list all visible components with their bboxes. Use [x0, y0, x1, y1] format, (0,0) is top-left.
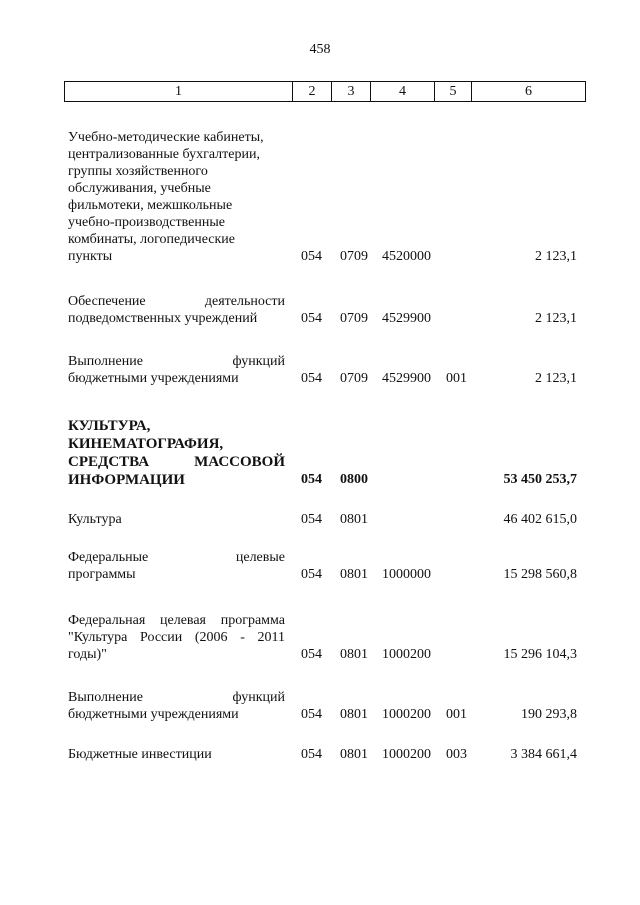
amount: 3 384 661,4 [510, 747, 577, 762]
section-code: 0801 [340, 512, 368, 527]
column-header-5: 5 [435, 82, 472, 102]
row-name-line: бюджетными учреждениями [68, 707, 239, 722]
section-code: 0800 [340, 472, 368, 487]
expense-type-code: 003 [446, 747, 467, 762]
target-article-code: 4529900 [382, 311, 431, 326]
row-name-line: СРЕДСТВА МАССОВОЙ [68, 454, 285, 470]
ministry-code: 054 [301, 747, 322, 762]
row-name-line: Выполнение функций [68, 690, 285, 705]
row-name [68, 511, 285, 528]
column-header-4: 4 [371, 82, 435, 102]
amount: 15 296 104,3 [503, 647, 577, 662]
amount: 2 123,1 [535, 371, 577, 386]
column-header-2: 2 [293, 82, 332, 102]
column-header-3: 3 [332, 82, 371, 102]
row-name-line: Учебно-методические кабинеты, [68, 130, 264, 145]
row-name-line: подведомственных учреждений [68, 311, 258, 326]
section-code: 0709 [340, 371, 368, 386]
amount: 190 293,8 [521, 707, 577, 722]
ministry-code: 054 [301, 472, 322, 487]
row-name-line: обслуживания, учебные [68, 181, 211, 196]
ministry-code: 054 [301, 371, 322, 386]
row-name-line: Культура [68, 512, 122, 527]
row-name-line: Федеральные целевые [68, 550, 285, 565]
ministry-code: 054 [301, 707, 322, 722]
row-name-line: программы [68, 567, 136, 582]
target-article-code: 1000200 [382, 707, 431, 722]
row-name [68, 612, 285, 663]
ministry-code: 054 [301, 567, 322, 582]
target-article-code: 1000200 [382, 647, 431, 662]
row-name-line: фильмотеки, межшкольные [68, 198, 233, 213]
row-name [68, 129, 285, 265]
row-name-line: годы)" [68, 647, 107, 662]
row-name-line: Обеспечение деятельности [68, 294, 285, 309]
row-name-line: Выполнение функций [68, 354, 285, 369]
row-name-line: КИНЕМАТОГРАФИЯ, [68, 436, 224, 452]
row-name-line: КУЛЬТУРА, [68, 418, 151, 434]
column-header-6: 6 [472, 82, 586, 102]
section-code: 0801 [340, 707, 368, 722]
column-header-table [64, 81, 586, 102]
ministry-code: 054 [301, 647, 322, 662]
ministry-code: 054 [301, 512, 322, 527]
section-code: 0709 [340, 249, 368, 264]
amount: 2 123,1 [535, 249, 577, 264]
row-name-line: комбинаты, логопедические [68, 232, 236, 247]
ministry-code: 054 [301, 311, 322, 326]
row-name [68, 417, 285, 489]
page-number: 458 [309, 42, 331, 57]
row-name-line: ИНФОРМАЦИИ [68, 472, 185, 488]
row-name-line: бюджетными учреждениями [68, 371, 239, 386]
section-code: 0801 [340, 747, 368, 762]
row-name-line: группы хозяйственного [68, 164, 208, 179]
row-name-line: Федеральная целевая программа [68, 613, 285, 628]
amount: 53 450 253,7 [503, 472, 577, 487]
row-name-line: централизованные бухгалтерии, [68, 147, 260, 162]
expense-type-code: 001 [446, 707, 467, 722]
row-name [68, 746, 285, 763]
row-name [68, 689, 285, 723]
target-article-code: 4520000 [382, 249, 431, 264]
row-name-line: "Культура России (2006 - 2011 [68, 630, 285, 645]
column-header-row [65, 82, 586, 102]
row-name [68, 293, 285, 327]
target-article-code: 1000000 [382, 567, 431, 582]
ministry-code: 054 [301, 249, 322, 264]
amount: 2 123,1 [535, 311, 577, 326]
section-code: 0709 [340, 311, 368, 326]
section-code: 0801 [340, 567, 368, 582]
expense-type-code: 001 [446, 371, 467, 386]
amount: 46 402 615,0 [503, 512, 577, 527]
column-header-1: 1 [65, 82, 293, 102]
target-article-code: 4529900 [382, 371, 431, 386]
amount: 15 298 560,8 [503, 567, 577, 582]
row-name-line: учебно-производственные [68, 215, 225, 230]
row-name [68, 353, 285, 387]
row-name [68, 549, 285, 583]
row-name-line: пункты [68, 249, 113, 264]
row-name-line: Бюджетные инвестиции [68, 747, 212, 762]
target-article-code: 1000200 [382, 747, 431, 762]
section-code: 0801 [340, 647, 368, 662]
